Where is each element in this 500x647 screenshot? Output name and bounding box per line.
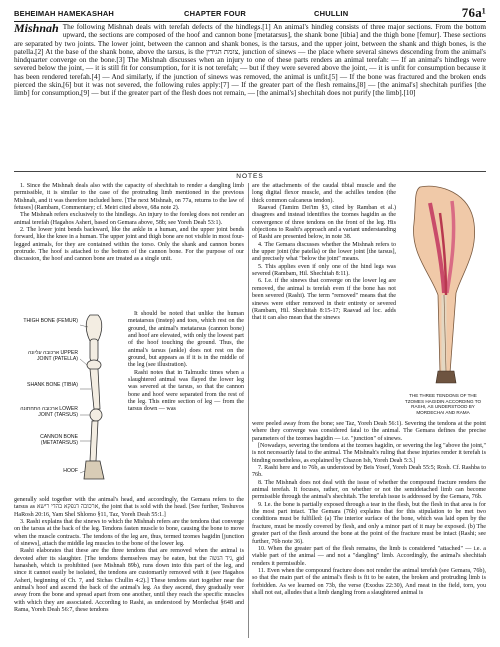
label-hoof: HOOF	[63, 468, 78, 474]
mishnah-block	[14, 23, 486, 97]
note-paragraph: 1. Since the Mishnah deals also with the capacity of shechitah to render a dangling limb permissible, it is similar to the case of the protruding limb mentioned in the previous Mishnah, and it was therefore included here. [The next Mishnah, on 77a, returns to the law of fetuses] (Rambam, Commentary; cf. Meiri cited above, 68a note 2).	[14, 183, 244, 212]
note-paragraph: generally sold together with the animal's head, and accordingly, the Gemara refers to the tarsus as ארכובה דנפקא בהדי רישא, the joint that is sold with the head. [See further, Teshuvos HaRosh 20:16, Yam Shel Shlomo §11, Taz, Yoreh Deah 55:1.]	[14, 497, 245, 518]
header-tractate-chapter-title: BEHEIMAH HAMEKASHAH	[14, 9, 115, 18]
notes-left-top	[14, 183, 244, 264]
note-paragraph: Raavad (Tamim Dei'im §3, cited by Ramban et al.) disagrees and instead identifies the tzomes hagidin as the convergence of three tendons on the front of the leg. His objections to Rashi's approach and a variant understanding of Rashi are presented below, in note 38.	[252, 205, 396, 241]
note-paragraph: The Mishnah refers exclusively to the hindlegs. An injury to the foreleg does not render an animal terefah (Hagahos Asheri, based on Gemara above, 58b; see Yoreh Deah 53:1).	[14, 212, 244, 226]
note-paragraph: Rashi notes that in Talmudic times when a slaughtered animal was flayed the lower leg was severed at the tarsus, so that the cannon bone and hoof were separated from the rest of the leg. This entire section of leg — from the tarsus down — was	[128, 369, 244, 413]
notes-left-beside-figure	[128, 311, 244, 414]
page-number: 76a¹	[461, 5, 486, 20]
note-paragraph: are the attachments of the caudal tibial muscle and the long digital flexor muscle, and the achilles tendon (the thick common calcaneus tendon).	[252, 183, 396, 204]
note-paragraph: 2. The lower joint bends backward, like the ankle in a human, and the upper joint bends forward, like the knee in a human. The upper joint and thigh bone are not visible in most four-legged animals, for they are contained within the torso. Only the shank and cannon bones protrude. The hoof is attached to the bottom of the cannon bone. For the purpose of our discussion, the hoof and cannon bone are treated as a single unit.	[14, 227, 244, 263]
note-paragraph: 10. When the greater part of the flesh remains, the limb is considered "attached" — i.e. a viable part of the animal — and not a "dangling" limb. Accordingly, the animal's shechitah renders it permissible.	[252, 545, 486, 567]
note-paragraph: [Nowadays, severing the tendons at the tzomes hagidin, or severing the leg "above the joint," is not necessarily fatal to the animal. The Mishnah's ruling that these injuries render it terefah is binding nonetheless, as explained by Chazon Ish, Yoreh Deah 5:3.]	[252, 443, 486, 464]
label-cannon-bone: CANNON BONE (METATARSUS)	[40, 434, 78, 446]
note-paragraph: 11. Even when the compound fracture does not render the animal terefah (see Gemara, 76b), so that the main part of the animal's flesh is fit to be eaten, the broken and protruding limb is forbidden. As we learned on 73b, the verse (Exodus 22:30), And meat in the field, torn, you shall not eat, alludes that a limb dangling from a slaughtered animal is	[252, 567, 486, 596]
label-thigh-bone: THIGH BONE (FEMUR)	[23, 318, 78, 324]
note-paragraph: 5. This applies even if only one of the hind legs was severed (Rambam, Hil. Shechitah 8:11).	[252, 263, 396, 278]
notes-title: NOTES	[236, 173, 264, 180]
note-paragraph: were peeled away from the bone; see Taz, Yoreh Deah 56:1). Severing the tendons at the point where they converge was considered fatal to the animal. The Gemara defines the precise parameters of the tzomes hagidin — i.e. "junction" of sinews.	[252, 421, 486, 442]
tendons-drawing	[400, 183, 486, 389]
note-paragraph: 9. I.e. the bone is partially exposed through a tear in the flesh, but the flesh in that area is for the most part intact. The Gemara (76b) explains that for this stipulation to be met two conditions must be fulfilled: (a) The interior surface of the bone, which was laid open by the fracture, must be mostly covered by flesh, and only a minor part of it may be exposed. (b) The greater part of the flesh around the bone at the point of the fracture must be intact (Rashi; see further, 76b note 36).	[252, 501, 486, 545]
notes-rule	[14, 171, 486, 172]
leg-illustration	[14, 311, 122, 497]
tendons-figure-caption: THE THREE TENDONS OF THE TZOMES HAGIDIN ACCORDING TO RASHI, AS UNDERSTOOD BY MORDECHAI AND RAMA	[404, 393, 482, 415]
header-rule	[14, 21, 486, 22]
page-header	[14, 6, 486, 20]
mishnah-text: The following Mishnah deals with terefah defects of the hindlegs.[1] An animal's hindleg consists of three major sections. From the bottom upward, the sections are composed of the hoof and cannon bone [metatarsus], the shank bone [tibia] and the thigh bone [femur]. These sections are separated by two joints. The lower joint, between the cannon and shank bones, is the tarsus, and the upper joint, between the shank and thigh bones, is the patella.[2] At the base of the shank bone, above the tarsus, is the צומת הגידין, junction of sinews — the place where several sinews descending from the animal's hindquarter converge on the bone.[3] The Mishnah discusses when an injury to one of these parts renders an animal terefah: — If an animal's hindlegs were severed below the joint, — it is still fit for consumption, for it is not terefah; — but if they were severed above the joint, — it is unfit for consumption because it has been rendered terefah.[4] — And similarly, if the junction of sinews was removed, the animal is unfit.[5] — If the bone was fractured and the broken ends pierced the skin,[6] but it was not severed, the following rules apply:[7] — If the greater part of the flesh remains,[8] — [the animal's] shechitah purifies [the limb] for consumption,[9] — but if the greater part of the flesh does not remain, — [the animal's] shechitah does not purify [the limb].[10]	[14, 23, 486, 97]
tendons-illustration	[400, 183, 486, 423]
notes-right-narrow	[252, 183, 396, 323]
column-divider	[248, 183, 249, 638]
note-paragraph: 7. Rashi here and to 76b, as understood by Beis Yosef, Yoreh Deah 55:5; Rosh. Cf. Rashba to 76b.	[252, 465, 486, 479]
label-shank-bone: SHANK BONE (TIBIA)	[27, 382, 78, 388]
label-lower-joint: ארכובה התחתונה LOWER JOINT (TARSUS)	[20, 406, 78, 418]
header-chapter: CHAPTER FOUR	[184, 9, 246, 18]
note-paragraph: It should be noted that unlike the human metatarsus (instep) and toes, which rest on the ground, the animal's metatarsus (cannon bone) and hoof are elevated, with only the lowest part of the hoof touching the ground. Thus, the animal's tarsus (ankle) does not rest on the ground, but appears as if it is in the middle of the leg (see illustration).	[128, 311, 244, 369]
note-paragraph: Rashi elaborates that these are the three tendons that are removed when the animal is devoted after its slaughter. [The tendons themselves may be eaten, but the גיד הנשה, gid hanasheh, which is prohibited (see Mishnah 89b), runs down into this part of the leg, and since it cannot easily be isolated, the tendons are customarily removed with it (see Hagahos Asheri, beginning of Ch. 7, and Sichas Chullin 4:2).] These tendons start together near the animal's hoof and ascend the back of the animal's leg. As they ascend, they gradually veer away from the bone and spread apart from one another, until they reach the specific muscles with which they are associated. According to Rashi, as understood by Mordechai §648 and Rama, Yoreh Deah 56:7, these tendons	[14, 548, 244, 614]
label-upper-joint: ארכובה עליונה UPPER JOINT (PATELLA)	[28, 350, 78, 362]
notes-left-bottom	[14, 497, 244, 615]
mishnah-label: Mishnah	[14, 21, 59, 35]
note-paragraph: 4. The Gemara discusses whether the Mishnah refers to the upper joint (the patella) or the lower joint [the tarsus], and precisely what "below the joint" means.	[252, 241, 396, 263]
notes-right-wide	[252, 421, 486, 597]
note-paragraph: 6. I.e. if the sinews that converge on the lower leg are removed, the animal is terefah even if the bone has not been severed (Rashi). The term "removed" means that the sinews were either removed in their entirety or severed (Rambam, Hil. Shechitah 8:15-17; Raavad ad loc. adds that it can also mean that the sinews	[252, 278, 396, 322]
header-tractate: CHULLIN	[314, 9, 349, 18]
note-paragraph: 3. Rashi explains that the sinews to which the Mishnah refers are the tendons that converge on the tarsus at the back of the leg. Tendons fasten muscle to bone, causing the bone to move when the muscle contracts. The tendons of the leg are, thus, termed tzomes hagidin [junction of sinews], attach the middle leg muscles to the bone of the lower leg.	[14, 519, 244, 548]
note-paragraph: 8. The Mishnah does not deal with the issue of whether the compound fracture renders the animal terefah. It focuses, rather, on whether or not the semidetached limb can become permissible through the animal's shechitah. The terefah issue is addressed by the Gemara, 76b.	[252, 479, 486, 501]
